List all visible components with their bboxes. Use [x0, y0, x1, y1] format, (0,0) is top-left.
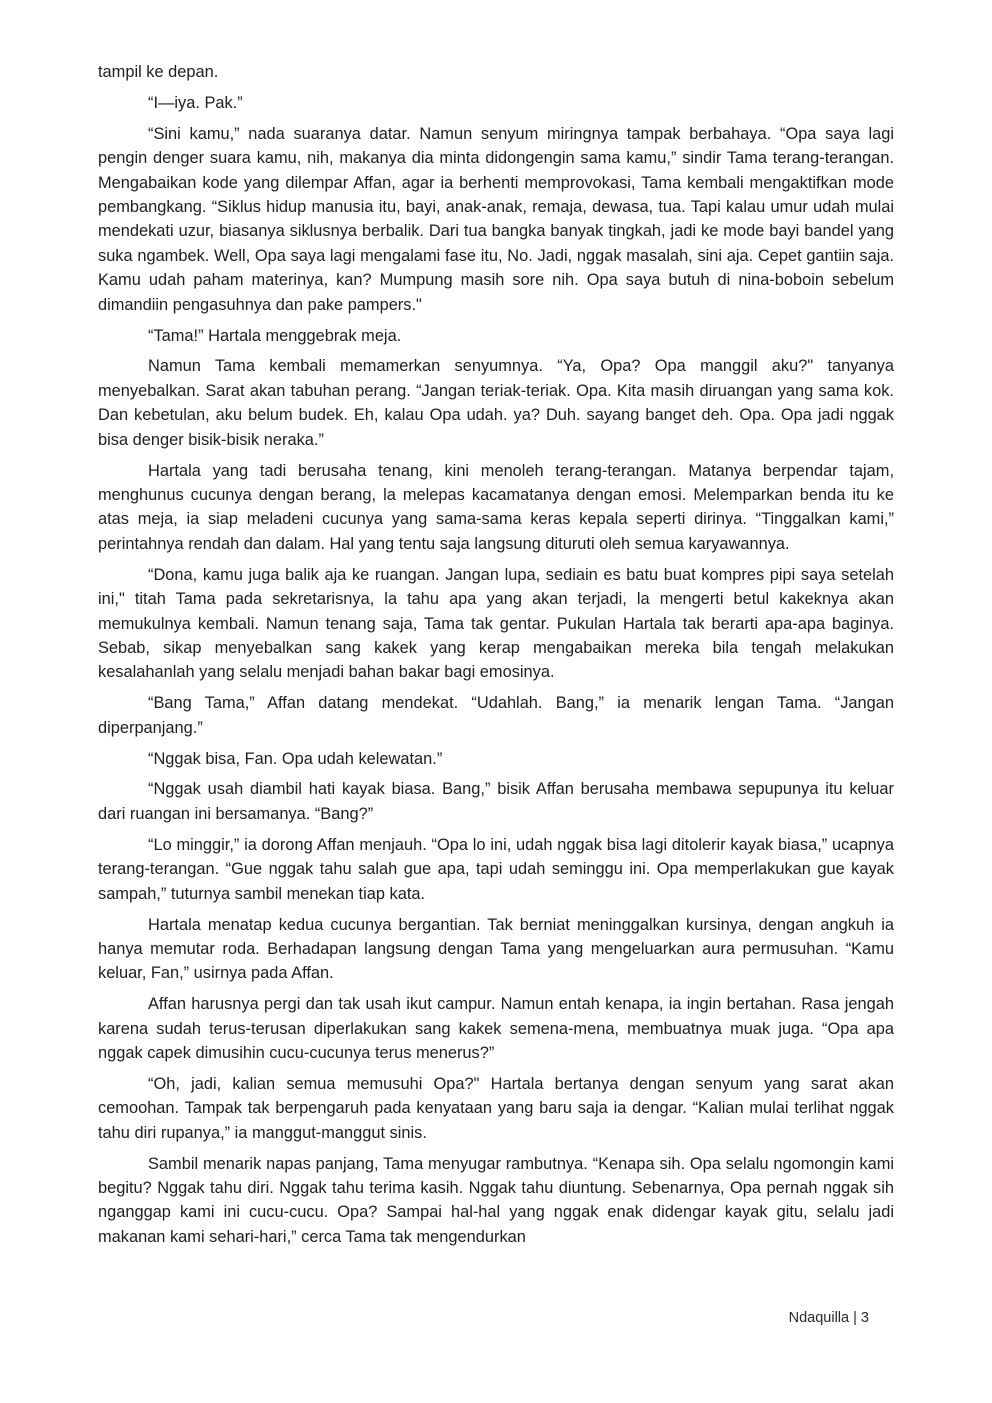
- paragraph: “Sini kamu,” nada suaranya datar. Namun senyum miringnya tampak berbahaya. “Opa saya lagi pengin denger suara kamu, nih, makanya dia minta didongengin sama kamu,” sindir Tama terang-terangan. Mengabaikan kode yang dilempar Affan, agar ia berhenti memprovokasi, Tama kembali mengaktifkan mode pembangkang. “Siklus hidup manusia itu, bayi, anak-anak, remaja, dewasa, tua. Tapi kalau umur udah mulai mendekati uzur, biasanya siklusnya berbalik. Dari tua bangka banyak tingkah, jadi ke mode bayi bandel yang suka ngambek. Well, Opa saya lagi mengalami fase itu, No. Jadi, nggak masalah, sini aja. Cepet gantiin saja. Kamu udah paham materinya, kan? Mumpung masih sore nih. Opa saya butuh di nina-boboin sebelum dimandiin pengasuhnya dan pake pampers.": [98, 124, 894, 314]
- paragraph: “Lo minggir,” ia dorong Affan menjauh. “Opa lo ini, udah nggak bisa lagi ditolerir kayak biasa,” ucapnya terang-terangan. “Gue nggak tahu salah gue apa, tapi udah seminggu ini. Opa memperlakukan gue kayak sampah,” tuturnya sambil menekan tiap kata.: [98, 835, 894, 903]
- paragraph: Hartala menatap kedua cucunya bergantian. Tak berniat meninggalkan kursinya, dengan angkuh ia hanya memutar roda. Berhadapan langsung dengan Tama yang mengeluarkan aura permusuhan. “Kamu keluar, Fan,” usirnya pada Affan.: [98, 915, 894, 983]
- paragraph: “Tama!” Hartala menggebrak meja.: [148, 326, 402, 345]
- paragraph: “Dona, kamu juga balik aja ke ruangan. Jangan lupa, sediain es batu buat kompres pipi saya setelah ini," titah Tama pada sekretarisnya, la tahu apa yang akan terjadi, la mengerti betul kakeknya akan memukulnya kembali. Namun tenang saja, Tama tak gentar. Pukulan Hartala tak berarti apa-apa baginya. Sebab, sikap menyebalkan sang kakek yang kerap mengabaikan mereka bila tengah melakukan kesalahanlah yang selalu menjadi bahan bakar bagi emosinya.: [98, 565, 894, 682]
- paragraph: Hartala yang tadi berusaha tenang, kini menoleh terang-terangan. Matanya berpendar tajam, menghunus cucunya dengan berang, la melepas kacamatanya dengan emosi. Melemparkan benda itu ke atas meja, ia siap meladeni cucunya yang sama-sama keras kepala seperti dirinya. “Tinggalkan kami,” perintahnya rendah dan dalam. Hal yang tentu saja langsung dituruti oleh semua karyawannya.: [98, 461, 894, 553]
- document-body: [98, 60, 894, 1256]
- page-footer: Ndaquilla | 3: [788, 1310, 869, 1326]
- paragraph: “Bang Tama,” Affan datang mendekat. “Udahlah. Bang,” ia menarik lengan Tama. “Jangan diperpanjang.”: [98, 694, 894, 737]
- paragraph: Namun Tama kembali memamerkan senyumnya. “Ya, Opa? Opa manggil aku?" tanyanya menyebalkan. Sarat akan tabuhan perang. “Jangan teriak-teriak. Opa. Kita masih diruangan yang sama kok. Dan kebetulan, aku belum budek. Eh, kalau Opa udah. ya? Duh. sayang banget deh. Opa. Opa jadi nggak bisa denger bisik-bisik neraka.”: [98, 357, 894, 449]
- paragraph: “Oh, jadi, kalian semua memusuhi Opa?" Hartala bertanya dengan senyum yang sarat akan cemoohan. Tampak tak berpengaruh pada kenyataan yang baru saja ia dengar. “Kalian mulai terlihat nggak tahu diri rupanya,” ia manggut-manggut sinis.: [98, 1074, 894, 1142]
- paragraph: “I—iya. Pak.”: [148, 93, 243, 112]
- paragraph: Sambil menarik napas panjang, Tama menyugar rambutnya. “Kenapa sih. Opa selalu ngomongin kami begitu? Nggak tahu diri. Nggak tahu terima kasih. Nggak tahu diuntung. Sebenarnya, Opa pernah nggak sih nganggap kami ini cucu-cucu. Opa? Sampai hal-hal yang nggak enak didengar kayak gitu, selalu jadi makanan kami sehari-hari,” cerca Tama tak mengendurkan: [98, 1154, 894, 1246]
- paragraph: “Nggak usah diambil hati kayak biasa. Bang,” bisik Affan berusaha membawa sepupunya itu keluar dari ruangan ini bersamanya. “Bang?”: [98, 780, 894, 823]
- paragraph: Affan harusnya pergi dan tak usah ikut campur. Namun entah kenapa, ia ingin bertahan. Rasa jengah karena sudah terus-terusan diperlakukan sang kakek semena-mena, membuatnya muak juga. “Opa apa nggak capek dimusihin cucu-cucunya terus menerus?”: [98, 995, 894, 1063]
- paragraph: “Nggak bisa, Fan. Opa udah kelewatan.”: [148, 749, 443, 768]
- paragraph: tampil ke depan.: [98, 63, 219, 81]
